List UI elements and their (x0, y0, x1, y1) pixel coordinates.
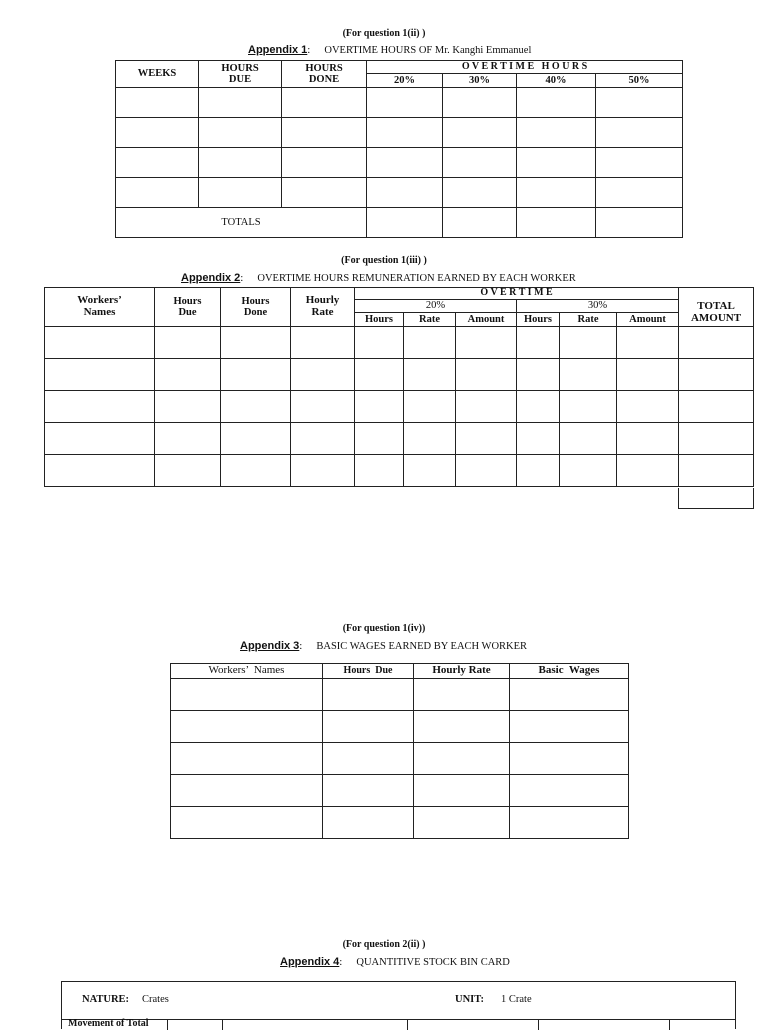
appendix1-title (248, 44, 531, 56)
hours-due-header: Hours Due (155, 288, 221, 327)
appendix2-title (181, 272, 576, 284)
appendix1-colon: : (307, 44, 311, 56)
basic-wages-table (170, 663, 629, 839)
table-row (171, 679, 629, 711)
sub-hours-30-header: Hours (517, 313, 560, 327)
table-row (45, 327, 754, 359)
totals-label: TOTALS (116, 208, 367, 238)
sub-rate-20-header: Rate (404, 313, 456, 327)
appendix1-label: Appendix 1 (248, 44, 308, 56)
pct-20-header: 20% (355, 300, 517, 313)
sub-rate-30-header: Rate (560, 313, 617, 327)
pct-40-header: 40% (517, 74, 596, 88)
pct-30-header: 30% (517, 300, 679, 313)
workers-names-header: Workers’ Names (171, 664, 323, 679)
table-row (171, 743, 629, 775)
table-row (45, 455, 754, 487)
appendix3-title (240, 640, 527, 652)
nature-label: NATURE: (82, 994, 130, 1005)
hours-due-header: Hours Due (323, 664, 414, 679)
table-row (171, 775, 629, 807)
table-row (45, 359, 754, 391)
table-row (116, 148, 683, 178)
grand-total-cell[interactable] (678, 488, 754, 509)
sub-amount-20-header: Amount (456, 313, 517, 327)
nature-value: Crates (142, 994, 169, 1005)
unit-value: 1 Crate (501, 994, 532, 1005)
appendix4-subtitle: QUANTITIVE STOCK BIN CARD (356, 957, 510, 968)
appendix2-subtitle: OVERTIME HOURS REMUNERATION EARNED BY EACH WORKER (257, 273, 576, 284)
hours-done-header: Hours Done (221, 288, 291, 327)
overtime-remuneration-table (44, 287, 754, 487)
appendix3-colon: : (299, 640, 303, 652)
appendix4-colon: : (339, 956, 343, 968)
appendix2-colon: : (240, 272, 244, 284)
table-row (116, 118, 683, 148)
bin-card-columns (61, 1019, 736, 1029)
bin-card-header-box (61, 981, 736, 1020)
hourly-rate-header: Hourly Rate (414, 664, 510, 679)
appendix3-subtitle: BASIC WAGES EARNED BY EACH WORKER (316, 641, 528, 652)
basic-wages-header: Basic Wages (510, 664, 629, 679)
table-row (171, 711, 629, 743)
appendix3-label: Appendix 3 (240, 640, 300, 652)
workers-names-header: Workers’ Names (45, 288, 155, 327)
appendix4-label: Appendix 4 (280, 956, 340, 968)
appendix2-question: (For question 1(iii) ) (341, 255, 427, 266)
table-row (45, 391, 754, 423)
appendix4-question: (For question 2(ii) ) (342, 939, 426, 950)
appendix3-question: (For question 1(iv)) (342, 623, 426, 634)
overtime-header: O V E R T I M E (355, 288, 679, 300)
table-row (45, 423, 754, 455)
total-amount-header: TOTAL AMOUNT (679, 300, 754, 327)
totals-row (116, 208, 683, 238)
pct-20-header: 20% (367, 74, 443, 88)
overtime-hours-header: O V E R T I M E H O U R S (367, 61, 683, 74)
hours-done-header: HOURS DONE (282, 61, 367, 88)
appendix2-label: Appendix 2 (181, 272, 241, 284)
appendix1-question: (For question 1(ii) ) (342, 28, 426, 39)
hours-due-header: HOURS DUE (199, 61, 282, 88)
unit-label: UNIT: (455, 994, 484, 1005)
sub-amount-30-header: Amount (617, 313, 679, 327)
pct-50-header: 50% (596, 74, 683, 88)
table-row (116, 88, 683, 118)
pct-30-header: 30% (443, 74, 517, 88)
table-row (116, 178, 683, 208)
appendix1-subtitle: OVERTIME HOURS OF Mr. Kanghi Emmanuel (324, 45, 532, 56)
appendix4-title (280, 956, 510, 968)
weeks-header: WEEKS (116, 61, 199, 88)
hourly-rate-header: Hourly Rate (291, 288, 355, 327)
table-row (171, 807, 629, 839)
movement-header: Movement of Total (68, 1018, 149, 1029)
sub-hours-20-header: Hours (355, 313, 404, 327)
overtime-hours-table (115, 60, 683, 238)
